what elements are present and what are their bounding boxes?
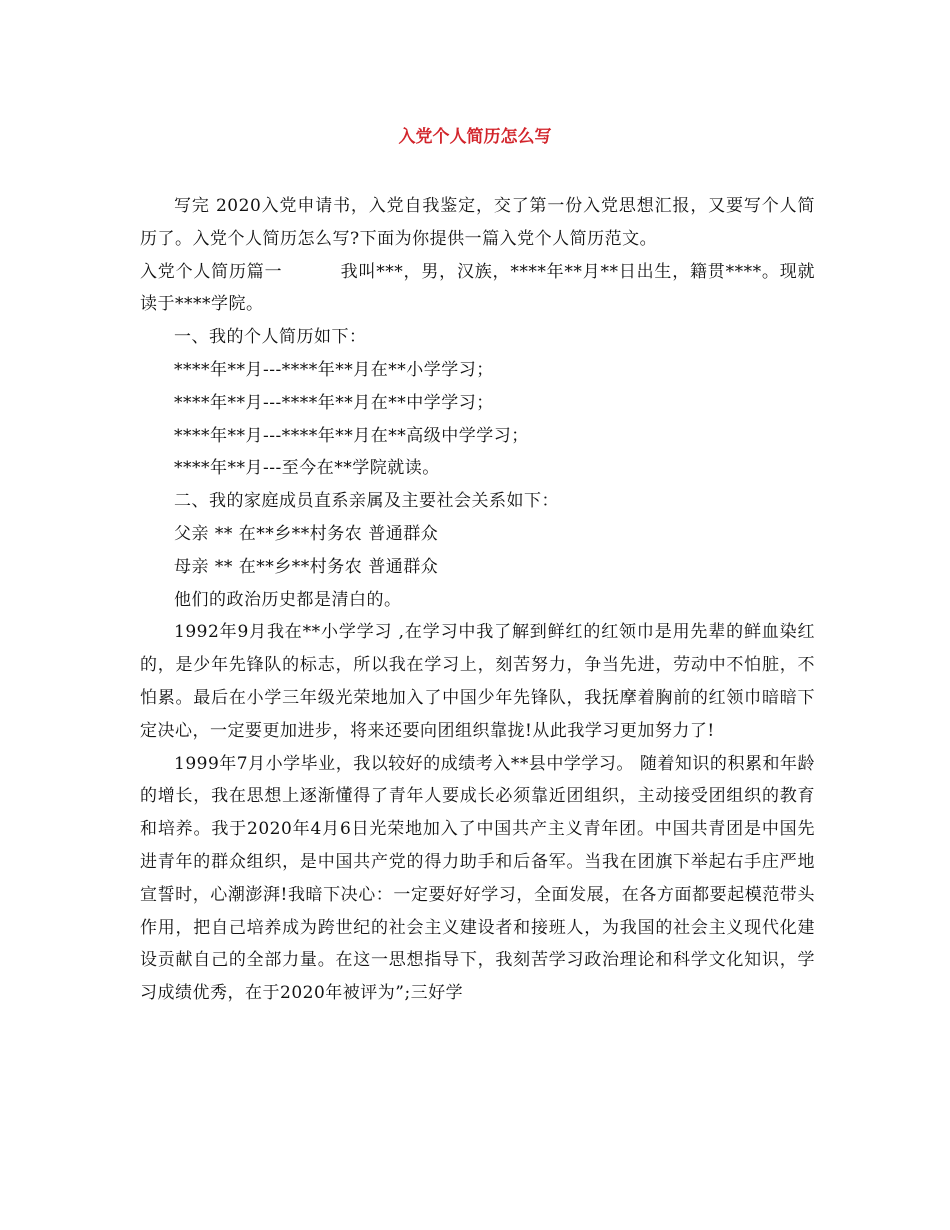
family-note: 他们的政治历史都是清白的。 <box>174 589 402 610</box>
sample-text: 我叫***，男，汉族，****年**月**日出生，籍贯****。现就读于****学院。 <box>140 261 815 315</box>
intro-paragraph: 写完 2020入党申请书，入党自我鉴定，交了第一份入党思想汇报，又要写个人简历了。入党个人简历怎么写?下面为你提供一篇入党个人简历范文。 <box>140 196 815 249</box>
resume-item: ****年**月---至今在**学院就读。 <box>174 458 440 479</box>
page-title: 入党个人简历怎么写 <box>398 127 552 147</box>
family-member: 母亲 ** 在**乡**村务农 普通群众 <box>174 556 439 577</box>
body-paragraph-2: 1999年7月小学毕业，我以较好的成绩考入**县中学学习。 随着知识的积累和年龄的增长，我在思想上逐渐懂得了青年人要成长必须靠近团组织，主动接受团组织的教育和培养。我于2020年4月6日光荣地加入了中国共产主义青年团。中国共青团是中国先进青年的群众组织，是中国共产党的得力助手和后备军。当我在团旗下举起右手庄严地宣誓时，心潮澎湃!我暗下决心：一定要好好学习，全面发展，在各方面都要起模范带头作用，把自己培养成为跨世纪的社会主义建设者和接班人，为我国的社会主义现代化建设贡献自己的全部力量。在这一思想指导下，我刻苦学习政治理论和科学文化知识，学习成绩优秀，在于2020年被评为”;三好学 <box>140 753 815 1004</box>
section2-heading: 二、我的家庭成员直系亲属及主要社会关系如下： <box>174 491 559 512</box>
section1-heading: 一、我的个人简历如下： <box>174 327 367 348</box>
sample-label: 入党个人简历篇一 <box>140 261 283 282</box>
sample-paragraph <box>140 256 815 322</box>
resume-item: ****年**月---****年**月在**中学学习； <box>174 392 494 413</box>
document-body <box>140 190 815 1010</box>
body-paragraph-1: 1992年9月我在**小学学习 ,在学习中我了解到鲜红的红领巾是用先辈的鲜血染红的，是少年先锋队的标志，所以我在学习上，刻苦努力，争当先进，劳动中不怕脏，不怕累。最后在小学三年级光荣地加入了中国少年先锋队，我抚摩着胸前的红领巾暗暗下定决心，一定要更加进步，将来还要向团组织靠拢!从此我学习更加努力了! <box>140 622 815 741</box>
family-member: 父亲 ** 在**乡**村务农 普通群众 <box>174 523 439 544</box>
resume-item: ****年**月---****年**月在**小学学习； <box>174 359 494 380</box>
resume-item: ****年**月---****年**月在**高级中学学习； <box>174 425 529 446</box>
